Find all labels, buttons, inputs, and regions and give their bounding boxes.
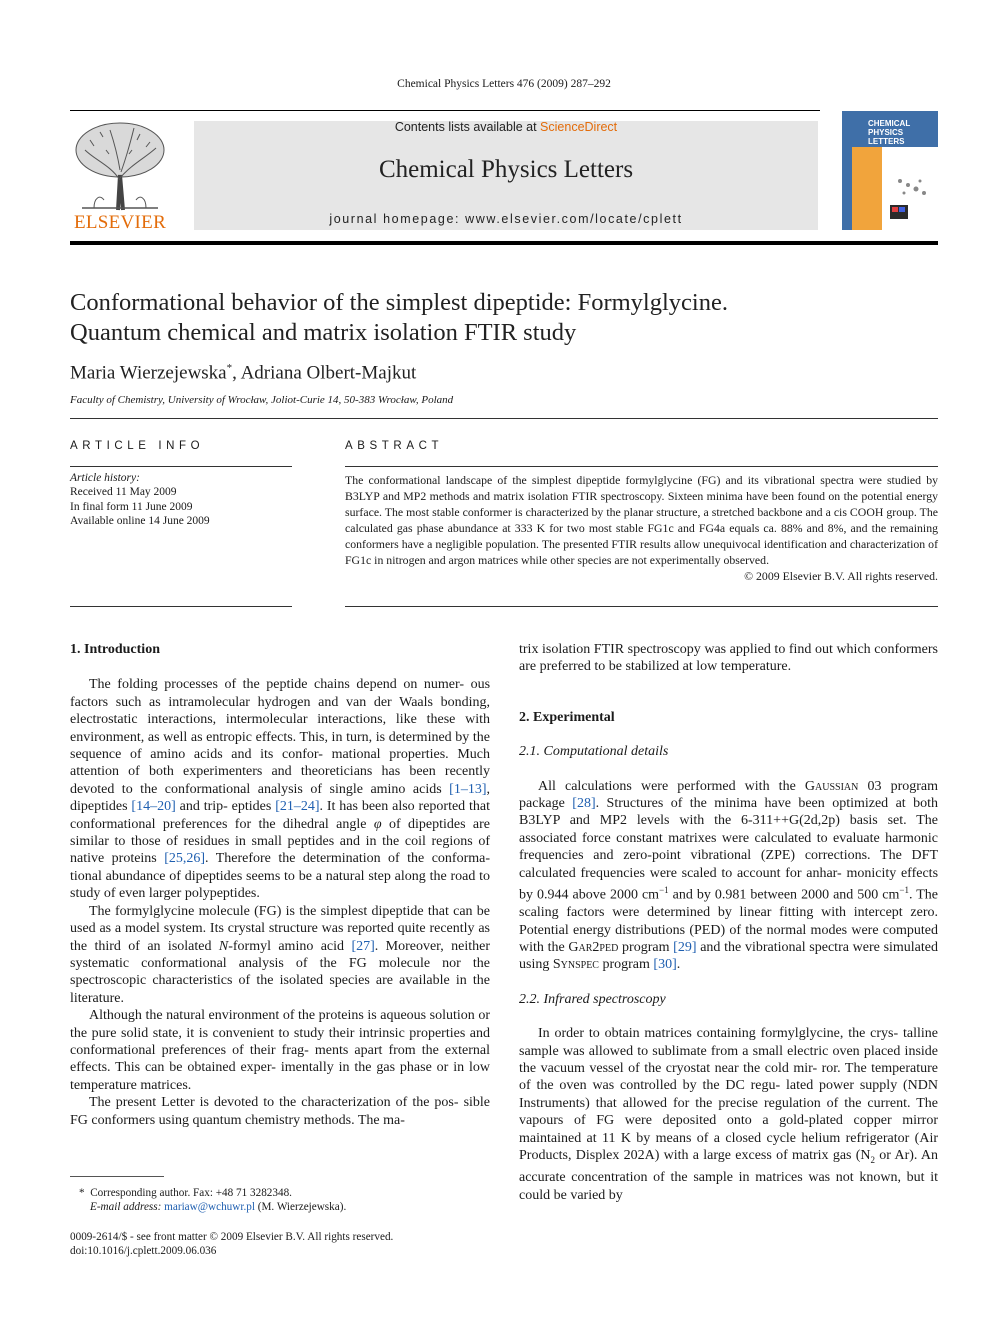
sciencedirect-link[interactable]: ScienceDirect — [540, 120, 618, 134]
section-heading-introduction: 1. Introduction — [70, 642, 160, 657]
article-history: Article history: Received 11 May 2009 In final form 11 June 2009 Available online 14 June 2009 — [70, 472, 210, 527]
citation[interactable]: [21–24] — [275, 799, 320, 815]
info-bottom-rule — [70, 606, 292, 607]
right-column — [519, 641, 938, 1204]
info-rule — [70, 466, 292, 467]
publisher-name: ELSEVIER — [73, 212, 167, 233]
abstract-rule — [345, 466, 938, 467]
intro-continuation: trix isolation FTIR spectroscopy was applied to find out which conformers are preferred to be stabilized at low temperature. — [519, 642, 938, 675]
journal-title: Chemical Physics Letters — [378, 156, 634, 183]
affiliation: Faculty of Chemistry, University of Wrocław, Joliot-Curie 14, 50-383 Wrocław, Poland — [70, 394, 454, 406]
contents-line: Contents lists available at ScienceDirect — [394, 120, 618, 134]
intro-paragraph-3: Although the natural environment of the proteins is aqueous solution or the pure solid state, it is convenient to study their intrinsic properties and conformational preferences of their frag- ments apart from the external effects. This can be obtained exper- imentally in the gas phase or in low temperature matrices. — [70, 1008, 491, 1093]
header-rule — [70, 110, 820, 111]
citation[interactable]: [28] — [572, 796, 596, 812]
left-column — [70, 641, 490, 1129]
intro-paragraph-1: The folding processes of the peptide chains depend on numer- ous factors such as intramolecular hydrogen and van der Waals bonding, electrostatic interactions, intermolecular interactions, like these with environment, as well as entropic effects. This, in turn, is determined by the sequence of amino acids and its confor- mational properties. Much attention of both experimenters and theoreticians has been recently devoted to the conformational analysis of single amino acids [1–13], dipeptides [14–20] and trip- eptides [21–24]. It has been also reported that conformational preferences for the dihedral angle φ of dipeptides are similar to those of residues in small peptides and in the coil regions of native proteins [25,26]. Therefore the determination of the conforma- tional abundance of dipeptides seems to be a natural step along the road to study of even larger polypeptides. — [70, 677, 491, 902]
citation[interactable]: [27] — [351, 938, 375, 954]
abstract-text: The conformational landscape of the simplest dipeptide formylglycine (FG) and its vibrational spectra were studied by B3LYP and MP2 methods and matrix isolation FTIR spectroscopy. Sixteen minima have been found on the potential energy surface. The most stable conformer is characterized by the planar structure, a stretched backbone and a cis COOH group. The calculated gas phase abundance at 333 K for two most stable FG1c and FG4a equals ca. 88% and 8%, and the remaining conformers have a negligible population. The presented FTIR results allow unequivocal identification and characterization of FG1c in nitrogen and argon matrices while other species are not experimentally observed. © 2009 Elsevier B.V. All rights reserved. — [345, 473, 939, 583]
footnote-rule — [70, 1176, 164, 1177]
cover-title: CHEMICAL PHYSICS LETTERS — [868, 119, 911, 146]
email-link[interactable]: mariaw@wchuwr.pl — [164, 1201, 255, 1213]
intro-paragraph-4: The present Letter is devoted to the characterization of the pos- sible FG conformers using quantum chemistry methods. The ma- — [70, 1095, 491, 1128]
section-heading-experimental: 2. Experimental — [519, 709, 615, 725]
copyright-line: © 2009 Elsevier B.V. All rights reserved. — [744, 569, 938, 583]
intro-paragraph-2: The formylglycine molecule (FG) is the simplest dipeptide that can be used as a model system. Its crystal structure was reported quite recently as the third of an isolated N-formyl amino acid [27]. Moreover, neither systematic conformational analysis of the FG molecule nor the spectroscopic characteristics of the isolated species are available in the literature. — [70, 903, 491, 1006]
article-title: Conformational behavior of the simplest dipeptide: Formylglycine. Quantum chemical and matrix isolation FTIR study — [70, 289, 728, 346]
front-matter-info: 0009-2614/$ - see front matter © 2009 Elsevier B.V. All rights reserved. doi:10.1016/j.cplett.2009.06.036 — [70, 1230, 490, 1258]
citation[interactable]: [1–13] — [449, 781, 487, 797]
subsection-heading-computational: 2.1. Computational details — [519, 744, 669, 760]
corresponding-mark[interactable]: * — [226, 362, 233, 374]
abstract-heading: ABSTRACT — [345, 440, 444, 452]
citation[interactable]: [25,26] — [164, 851, 206, 867]
journal-homepage[interactable]: journal homepage: www.elsevier.com/locate/cplett — [329, 212, 683, 226]
infrared-paragraph: In order to obtain matrices containing formylglycine, the crys- talline sample was allowed to sublimate from a small electric oven placed inside the vacuum vessel of the cryostat near the cold mir- ror. The temperature of the oven was controlled by the DC regu- lated power supply (NDN Instruments) that allowed for the precise regulation of the current. The vapours of FG were deposited onto a gold-plated copper mirror maintained at 11 K by means of a closed cycle helium refrigerator (Air Products, Displex 202A) with a large excess of matrix gas ($N_2$ or Ar). An accurate concentration of the sample in matrices was not known, but it could be varied by — [519, 1026, 939, 1203]
header-thick-rule — [70, 241, 938, 245]
running-head: Chemical Physics Letters 476 (2009) 287–292 — [397, 78, 611, 90]
abstract-bottom-rule — [345, 606, 938, 607]
cover-panel — [882, 147, 938, 230]
footnote: * Corresponding author. Fax: +48 71 3282348. E-mail address: mariaw@wchuwr.pl (M. Wierzejewska). — [79, 1187, 347, 1213]
journal-cover — [842, 111, 938, 230]
computational-paragraph: All calculations were performed with the Gaussian 03 program package [28]. Structures of the minima have been optimized at both B3LYP and MP2 levels with the 6-311++G(2d,2p) basis set. The associated force constant matrixes were calculated to evaluate harmonic frequencies and zero-point vibrational (ZPE) corrections. The DFT calculated frequencies were scaled to account for anhar- monicity effects by 0.944 above 2000 $cm^{-1}$ and by 0.981 between 2000 and 500 $cm^{-1}$. The scaling factors were determined by linear fitting with intercept zero. Potential energy distributions (PED) of the normal modes were computed with the Gar2ped program [29] and the vibrational spectra were simulated using Synspec program [30]. — [519, 778, 939, 973]
subsection-heading-infrared: 2.2. Infrared spectroscopy — [519, 991, 666, 1007]
article-info-heading: ARTICLE INFO — [70, 440, 205, 452]
cover-strip — [852, 147, 882, 230]
title-rule — [70, 418, 938, 419]
doi[interactable]: doi:10.1016/j.cplett.2009.06.036 — [70, 1245, 217, 1257]
author-list: Maria Wierzejewska*, Adriana Olbert-Majkut — [70, 362, 417, 384]
citation[interactable]: [14–20] — [131, 799, 176, 815]
citation[interactable]: [30] — [653, 957, 677, 973]
citation[interactable]: [29] — [673, 939, 697, 955]
